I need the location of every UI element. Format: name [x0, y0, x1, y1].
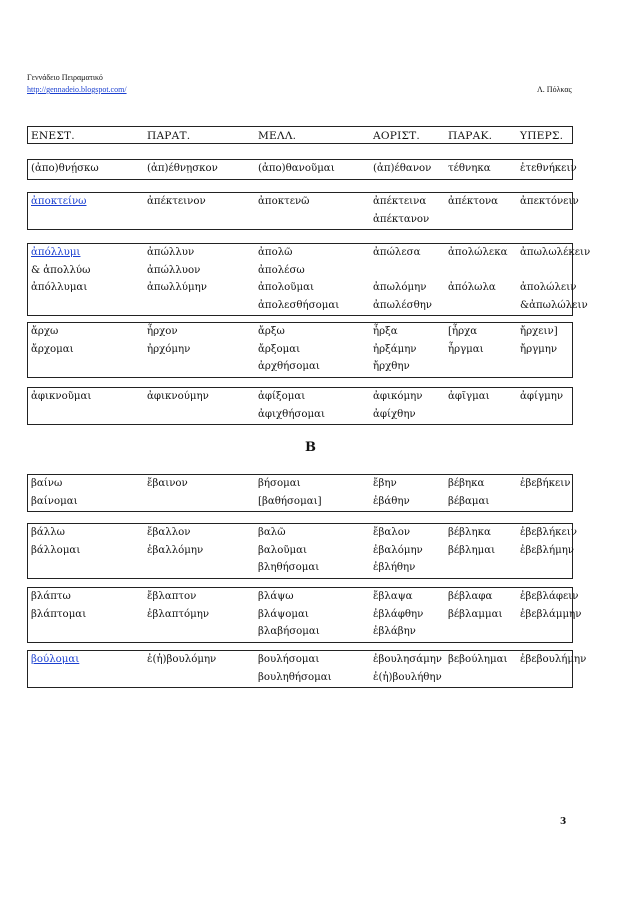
verb-group: [27, 650, 587, 688]
verb-form-row: [28, 325, 572, 339]
verb-form-row: [28, 671, 572, 685]
verb-form-future: ἄρξω: [258, 326, 285, 337]
verb-form-present: βλάπτω: [31, 591, 71, 602]
verb-form-pluperfect: ἀπωλωλέκειν: [520, 247, 591, 258]
verb-form-present: ἀφικνοῦμαι: [31, 391, 92, 402]
verb-form-pluperfect: ἤρχειν]: [520, 326, 558, 337]
verb-form-aorist: ἀπέκτεινα: [373, 196, 427, 207]
verb-link[interactable]: βούλομαι: [31, 654, 80, 665]
verb-form-future: (ἀπο)θανοῦμαι: [258, 163, 335, 174]
verb-form-aorist: ἔβην: [373, 478, 397, 489]
verb-form-pluperfect: ἐβεβλάφειν: [520, 591, 579, 602]
verb-form-pluperfect: ἐτεθνήκειν: [520, 163, 577, 174]
verb-form-aorist: ἔβλαψα: [373, 591, 413, 602]
verb-group: [27, 587, 582, 643]
verb-form-imperfect: ἀπωλλύμην: [147, 282, 207, 293]
verb-form-row: [28, 281, 577, 295]
verb-form-imperfect: (ἀπ)έθνῃσκον: [147, 163, 218, 174]
verb-form-perfect: βέβαμαι: [448, 495, 490, 507]
verb-form-row: [28, 162, 577, 176]
verb-form-perfect: τέθνηκα: [448, 163, 491, 174]
verb-form-aorist: ἦρξα: [373, 326, 398, 337]
verb-form-imperfect: ἦρχον: [147, 326, 178, 337]
verb-form-imperfect: ἐβλαπτόμην: [147, 608, 210, 620]
verb-form-perfect: βέβηκα: [448, 478, 485, 489]
verb-form-future: ἀπολεσθήσομαι: [258, 299, 340, 311]
verb-form-row: [28, 390, 572, 404]
verb-form-present: ἄρχομαι: [31, 343, 74, 355]
verb-form-future: βληθήσομαι: [258, 562, 320, 573]
verb-form-present: (ἀπο)θνῄσκω: [31, 163, 99, 174]
verb-form-present: ἀπόλλυμαι: [31, 282, 88, 293]
verb-link[interactable]: ἀπόλλυμι: [31, 247, 81, 258]
verb-form-row: [28, 213, 572, 227]
verb-form-row: [28, 625, 572, 639]
verb-form-pluperfect: ἐβεβήκειν: [520, 478, 571, 489]
verb-form-pluperfect: ἀπεκτόνειν: [520, 196, 579, 207]
verb-form-perfect: ἀπολώλεκα: [448, 247, 508, 258]
verb-form-future: ἀποκτενῶ: [258, 196, 310, 207]
verb-form-present: βαίνομαι: [31, 495, 78, 507]
column-header-pluperfect: ΥΠΕΡΣ.: [520, 130, 564, 142]
verb-form-present: βαίνω: [31, 478, 63, 489]
verb-form-future: ἀπολέσω: [258, 264, 305, 276]
section-letter: Β: [305, 440, 316, 455]
verb-form-future: βαλοῦμαι: [258, 544, 308, 556]
verb-form-future: ἄρξομαι: [258, 343, 301, 355]
verb-form-aorist: (ἀπ)έθανον: [373, 163, 432, 174]
page-number: 3: [560, 817, 567, 827]
column-header-aorist: ΑΟΡΙΣΤ.: [373, 130, 420, 142]
verb-form-aorist: ἐβλάφθην: [373, 608, 424, 620]
verb-form-future: ἀφίξομαι: [258, 391, 306, 402]
verb-form-pluperfect: ἐβεβλάμμην: [520, 608, 582, 620]
column-header-perfect: ΠΑΡΑΚ.: [448, 130, 493, 142]
verb-group: [27, 387, 573, 425]
verb-form-imperfect: ἔβαινον: [147, 478, 188, 489]
verb-form-aorist: ἀπέκτανον: [373, 213, 430, 225]
verb-form-aorist: ἀφίχθην: [373, 408, 416, 420]
verb-form-aorist: ἐβλήθην: [373, 562, 416, 573]
verb-form-imperfect: ἔβλαπτον: [147, 591, 197, 602]
verb-form-future: βήσομαι: [258, 478, 301, 489]
verb-form-imperfect: ἀπέκτεινον: [147, 196, 206, 207]
verb-form-imperfect: ἠρχόμην: [147, 343, 191, 355]
verb-form-row: [28, 343, 572, 357]
verb-form-perfect: ἀπέκτονα: [448, 196, 499, 207]
verb-form-row: [28, 544, 575, 558]
verb-form-row: [28, 608, 582, 622]
verb-form-present: & ἀπολλύω: [31, 264, 91, 276]
verb-form-pluperfect: ἀπολώλειν: [520, 282, 577, 293]
verb-form-row: [28, 561, 572, 575]
verb-form-future: ἀπολῶ: [258, 247, 293, 258]
verb-form-row: [28, 264, 572, 278]
column-header-present: ΕΝΕΣΤ.: [31, 130, 75, 142]
verb-group: [27, 192, 579, 230]
verb-group: [27, 474, 573, 512]
verb-form-present: βάλλω: [31, 527, 65, 538]
verb-form-row: [28, 590, 579, 604]
verb-form-aorist: ἀπωλόμην: [373, 282, 427, 293]
verb-form-future: βλάψω: [258, 591, 294, 602]
verb-form-future: ἀρχθήσομαι: [258, 361, 320, 372]
verb-form-aorist: ἐβαλόμην: [373, 544, 423, 556]
verb-form-aorist: ἤρχθην: [373, 361, 410, 372]
verb-form-aorist: ἐβουλησάμην: [373, 654, 442, 665]
verb-form-aorist: ἀπωλέσθην: [373, 299, 433, 311]
verb-form-perfect: [ἦρχα: [448, 326, 478, 337]
verb-form-aorist: ἐ(ἠ)βουλήθην: [373, 671, 442, 683]
verb-group: [27, 322, 573, 378]
verb-form-pluperfect: ἀφίγμην: [520, 391, 564, 402]
verb-group: [27, 523, 577, 579]
verb-form-aorist: ἀπώλεσα: [373, 247, 421, 258]
verb-form-aorist: ἐβάθην: [373, 495, 410, 507]
verb-form-imperfect: ἐ(ἠ)βουλόμην: [147, 654, 217, 665]
verb-form-pluperfect: &ἀπωλώλειν: [520, 299, 588, 311]
verb-form-imperfect: ἀπώλλυον: [147, 264, 201, 276]
verb-form-perfect: ἀπόλωλα: [448, 282, 496, 293]
verb-group: [27, 243, 591, 316]
verb-form-future: ἀφιχθήσομαι: [258, 408, 325, 420]
header-author: Λ. Πόλκας: [537, 85, 572, 94]
verb-form-perfect: βέβλημαι: [448, 544, 496, 556]
verb-form-pluperfect: ἐβεβλήκειν: [520, 527, 577, 538]
verb-form-row: [28, 408, 572, 422]
verb-form-perfect: βέβληκα: [448, 527, 491, 538]
verb-form-future: [βαθήσομαι]: [258, 495, 322, 507]
verb-form-row: [28, 360, 572, 374]
verb-form-row: [28, 195, 579, 209]
verb-form-future: βαλῶ: [258, 527, 286, 538]
verb-form-perfect: βέβλαφα: [448, 591, 493, 602]
verb-form-imperfect: ἀφικνούμην: [147, 391, 209, 402]
verb-form-future: ἀπολοῦμαι: [258, 282, 314, 293]
verb-form-perfect: βεβούλημαι: [448, 654, 508, 665]
verb-form-row: [28, 299, 588, 313]
column-header-row: [27, 126, 573, 144]
verb-link[interactable]: ἀποκτείνω: [31, 196, 87, 207]
verb-form-pluperfect: ἐβεβλήμην: [520, 544, 575, 556]
verb-form-row: [28, 477, 572, 491]
verb-form-aorist: ἔβαλον: [373, 527, 411, 538]
verb-form-future: βουληθήσομαι: [258, 671, 332, 683]
verb-form-future: βλαβήσομαι: [258, 626, 320, 637]
verb-form-future: βλάψομαι: [258, 608, 309, 620]
verb-form-pluperfect: ἤργμην: [520, 343, 558, 355]
verb-form-aorist: ἐβλάβην: [373, 626, 416, 637]
verb-form-present: ἄρχω: [31, 326, 59, 337]
verb-form-aorist: ἀφικόμην: [373, 391, 423, 402]
column-header-imperfect: ΠΑΡΑΤ.: [147, 130, 191, 142]
header-blog-link[interactable]: http://gennadeio.blogspot.com/: [27, 85, 127, 94]
verb-form-row: [28, 246, 591, 260]
verb-form-row: [28, 495, 572, 509]
header-site-name: Γεννάδειο Πειραματικό: [27, 73, 103, 82]
verb-form-perfect: ἦργμαι: [448, 343, 484, 355]
verb-form-future: βουλήσομαι: [258, 654, 320, 665]
verb-form-present: βλάπτομαι: [31, 608, 87, 620]
verb-form-perfect: βέβλαμμαι: [448, 608, 503, 620]
verb-form-imperfect: ἀπώλλυν: [147, 247, 195, 258]
verb-group: [27, 159, 577, 180]
verb-form-row: [28, 653, 587, 667]
column-header-future: ΜΕΛΛ.: [258, 130, 297, 142]
verb-form-aorist: ἠρξάμην: [373, 343, 417, 355]
verb-form-present: βάλλομαι: [31, 544, 81, 556]
verb-form-perfect: ἀφῖγμαι: [448, 391, 490, 402]
verb-form-pluperfect: ἐβεβουλήμην: [520, 654, 587, 665]
verb-form-imperfect: ἔβαλλον: [147, 527, 191, 538]
verb-form-imperfect: ἐβαλλόμην: [147, 544, 204, 556]
verb-form-row: [28, 526, 577, 540]
